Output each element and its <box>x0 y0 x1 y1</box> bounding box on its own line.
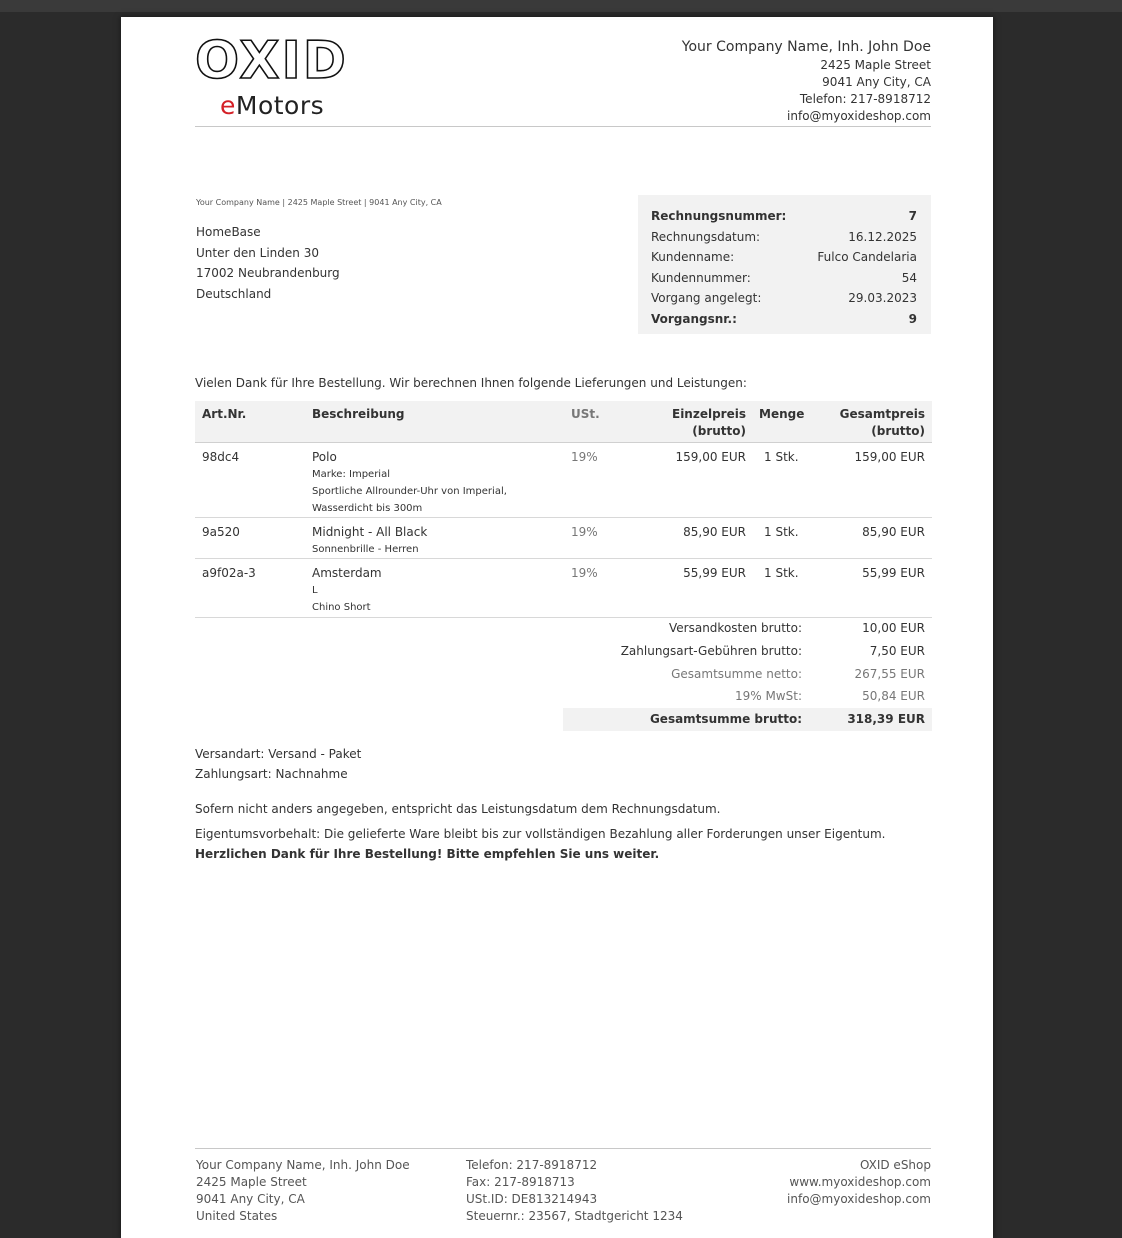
meta-row-customer-number: Kundennummer: 54 <box>651 270 917 285</box>
col-header-art: Art.Nr. <box>202 407 247 421</box>
cell-unit-price: 55,99 EUR <box>683 566 746 580</box>
company-email[interactable]: info@myoxideshop.com <box>787 109 931 123</box>
cell-desc: Polo Marke: Imperial Sportliche Allrounder-Uhr von Imperial, Wasserdicht bis 300m <box>312 450 507 514</box>
company-name: Your Company Name, Inh. John Doe <box>681 39 931 55</box>
line-items-table <box>195 401 932 618</box>
total-row-shipping: Versandkosten brutto: 10,00 EUR <box>669 621 925 635</box>
col-header-unit-price: Einzelpreis (brutto) <box>672 407 746 438</box>
meta-row-invoice-number: Rechnungsnummer: 7 <box>651 209 917 223</box>
cell-art: 9a520 <box>202 525 240 539</box>
recipient-city: 17002 Neubrandenburg <box>196 266 340 281</box>
intro-text: Vielen Dank für Ihre Bestellung. Wir berechnen Ihnen folgende Lieferungen und Leistungen: <box>195 376 747 390</box>
cell-unit-price: 159,00 EUR <box>675 450 746 464</box>
cell-qty: 1 Stk. <box>764 525 799 539</box>
col-header-total: Gesamtpreis (brutto) <box>839 407 925 438</box>
cell-total: 85,90 EUR <box>862 525 925 539</box>
footer-shop-links <box>787 1157 931 1208</box>
sender-line: Your Company Name | 2425 Maple Street | 9041 Any City, CA <box>196 198 442 207</box>
cell-total: 159,00 EUR <box>854 450 925 464</box>
meta-row-order-number: Vorgangsnr.: 9 <box>651 311 917 326</box>
recipient-address <box>196 222 340 304</box>
col-header-ust: USt. <box>571 407 600 421</box>
meta-row-order-created: Vorgang angelegt: 29.03.2023 <box>651 291 917 305</box>
logo-subbrand: eMotors <box>220 91 325 120</box>
logo-brand: OXID <box>195 31 348 91</box>
footer-divider <box>195 1148 931 1149</box>
shipping-method: Versandart: Versand - Paket <box>195 747 362 761</box>
cell-qty: 1 Stk. <box>764 566 799 580</box>
table-row <box>195 559 932 618</box>
company-phone: Telefon: 217-8918712 <box>799 92 931 106</box>
cell-art: 98dc4 <box>202 450 240 464</box>
company-header <box>682 37 931 125</box>
company-street: 2425 Maple Street <box>820 58 931 72</box>
totals-block <box>563 617 932 731</box>
company-logo <box>195 31 365 120</box>
invoice-notes <box>195 799 886 864</box>
col-header-desc: Beschreibung <box>312 407 405 421</box>
table-row <box>195 518 932 559</box>
recipient-country: Deutschland <box>196 286 272 301</box>
col-header-qty: Menge <box>759 407 805 421</box>
cell-ust: 19% <box>571 566 598 580</box>
note-service-date: Sofern nicht anders angegeben, entspricht das Leistungsdatum dem Rechnungsdatum. <box>195 802 721 816</box>
cell-art: a9f02a-3 <box>202 566 256 580</box>
total-row-vat: 19% MwSt: 50,84 EUR <box>734 689 925 704</box>
recipient-street: Unter den Linden 30 <box>196 245 319 260</box>
invoice-page <box>121 17 993 1238</box>
invoice-meta-box <box>638 195 931 334</box>
total-row-gross: Gesamtsumme brutto: 318,39 EUR <box>563 708 932 731</box>
meta-row-invoice-date: Rechnungsdatum: 16.12.2025 <box>651 229 917 244</box>
table-header <box>195 401 932 443</box>
footer-company-address: Your Company Name, Inh. John Doe 2425 Maple Street 9041 Any City, CA United States <box>196 1158 410 1223</box>
shipping-payment-info <box>195 744 361 784</box>
header-divider <box>195 126 931 127</box>
table-row <box>195 443 932 518</box>
footer-email-link[interactable]: info@myoxideshop.com <box>787 1192 931 1206</box>
recipient-name: HomeBase <box>196 225 261 239</box>
meta-row-customer-name: Kundenname: Fulco Candelaria <box>651 250 917 264</box>
cell-unit-price: 85,90 EUR <box>683 525 746 539</box>
note-thanks: Herzlichen Dank für Ihre Bestellung! Bitte empfehlen Sie uns weiter. <box>195 847 660 861</box>
note-retention: Eigentumsvorbehalt: Die gelieferte Ware bleibt bis zur vollständigen Bezahlung aller Forderungen unser Eigentum. <box>195 827 886 841</box>
cell-ust: 19% <box>571 525 598 539</box>
cell-desc: Amsterdam L Chino Short <box>312 566 382 613</box>
cell-qty: 1 Stk. <box>764 450 799 464</box>
viewer-toolbar <box>0 0 1122 12</box>
total-row-payment-fee: Zahlungsart-Gebühren brutto: 7,50 EUR <box>620 643 925 658</box>
footer-website-link[interactable]: www.myoxideshop.com <box>789 1175 931 1189</box>
cell-ust: 19% <box>571 450 598 464</box>
footer-shop-name: OXID eShop <box>859 1158 931 1172</box>
cell-desc: Midnight - All Black Sonnenbrille - Herren <box>312 525 428 555</box>
company-city: 9041 Any City, CA <box>822 75 931 89</box>
footer-contact-tax: Telefon: 217-8918712 Fax: 217-8918713 USt.ID: DE813214943 Steuernr.: 23567, Stadtgericht 1234 <box>466 1158 683 1223</box>
payment-method: Zahlungsart: Nachnahme <box>195 767 348 781</box>
total-row-net: Gesamtsumme netto: 267,55 EUR <box>671 666 925 681</box>
cell-total: 55,99 EUR <box>862 566 925 580</box>
